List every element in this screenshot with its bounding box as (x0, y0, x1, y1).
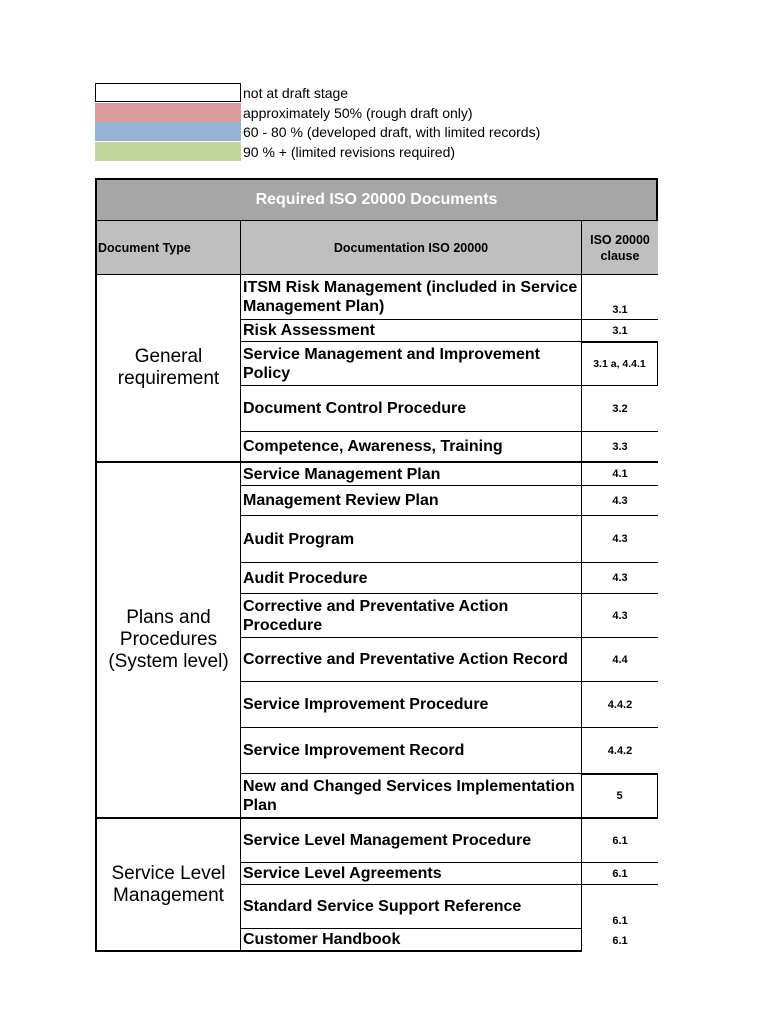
legend-label: not at draft stage (243, 85, 349, 101)
legend-swatch-blue (95, 122, 241, 141)
group-name-line: (System level) (108, 651, 229, 672)
legend-swatch-white (95, 83, 241, 102)
table-row-doc: ITSM Risk Management (included in Service Management Plan) (241, 275, 582, 320)
legend-swatch-red (95, 103, 241, 122)
table-row-clause: 4.3 (582, 486, 658, 516)
group-name-line: Management (113, 884, 224, 906)
table-row-clause: 3.1 (582, 275, 658, 320)
table-row-clause: 4.4 (582, 638, 658, 682)
table-row-doc: Service Level Agreements (241, 863, 582, 885)
header-clause (582, 220, 658, 275)
table-row-doc: Service Level Management Procedure (241, 819, 582, 863)
table-row-clause: 4.4.2 (582, 728, 658, 774)
table-row-doc: New and Changed Services Implementation Plan (241, 774, 582, 819)
group-name-line: Procedures (119, 629, 218, 650)
table-row-clause: 4.4.2 (582, 682, 658, 728)
table-row-doc: Document Control Procedure (241, 386, 582, 432)
group-name-line: General (134, 346, 203, 367)
legend-label: 60 - 80 % (developed draft, with limited records) (243, 124, 541, 140)
table-row-doc: Standard Service Support Reference (241, 885, 582, 929)
table-row-clause: 6.1 (612, 915, 628, 927)
group-plans-and-procedures (95, 463, 241, 819)
table-row-clause: 3.1 (582, 320, 658, 342)
header-documentation: Documentation ISO 20000 (241, 220, 582, 275)
table-row-doc: Service Improvement Procedure (241, 682, 582, 728)
group-general-requirement (95, 275, 241, 463)
table-row-doc: Audit Procedure (241, 563, 582, 594)
table-row-doc: Customer Handbook (241, 929, 582, 952)
header-clause-line1: ISO 20000 (590, 232, 650, 247)
table-row-clause: 3.2 (582, 386, 658, 432)
table-row-clause: 6.1 (582, 863, 658, 885)
header-document-type: Document Type (95, 220, 241, 275)
table-row-clause: 3.3 (582, 432, 658, 463)
table-row-clause: 4.3 (582, 563, 658, 594)
table-row-clause: 3.1 a, 4.4.1 (582, 342, 658, 386)
table-row-clause: 6.1 (612, 934, 628, 947)
table-row-doc: Risk Assessment (241, 320, 582, 342)
group-name-line: requirement (117, 368, 220, 389)
table-row-doc: Corrective and Preventative Action Record (241, 638, 582, 682)
group-name-line: Plans and (126, 607, 211, 628)
table-row-clause: 4.3 (582, 594, 658, 638)
table-row-doc: Service Improvement Record (241, 728, 582, 774)
legend-label: 90 % + (limited revisions required) (243, 143, 456, 160)
table-row-clause: 4.3 (582, 516, 658, 563)
table-row-doc: Service Management Plan (241, 463, 582, 486)
table-row-doc: Service Management and Improvement Policy (241, 342, 582, 386)
table-row-doc: Corrective and Preventative Action Procedure (241, 594, 582, 638)
table-row-clause: 4.1 (582, 463, 658, 486)
group-name-line: Service Level (111, 862, 226, 884)
header-clause-line2: clause (600, 248, 640, 263)
table-row-doc: Audit Program (241, 516, 582, 563)
legend-swatch-green (95, 142, 241, 161)
table-row-doc: Competence, Awareness, Training (241, 432, 582, 463)
table-title: Required ISO 20000 Documents (95, 178, 658, 220)
group-service-level-management (95, 819, 241, 952)
legend-label: approximately 50% (rough draft only) (243, 104, 473, 121)
table-row-clause: 6.1 (582, 819, 658, 863)
table-row-clause: 5 (582, 774, 658, 819)
table-row-doc: Management Review Plan (241, 486, 582, 516)
